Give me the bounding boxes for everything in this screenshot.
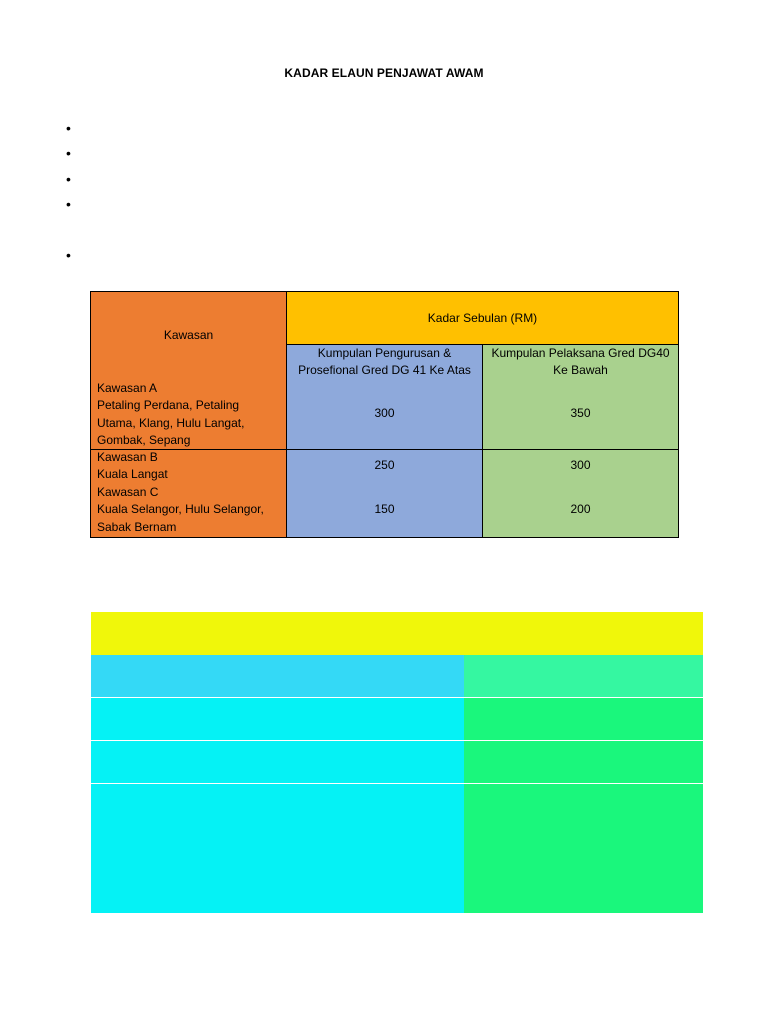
region-b-areas: Kuala Langat [97,467,168,481]
region-c-areas: Kuala Selangor, Hulu Selangor, Sabak Bernam [97,502,264,534]
grid-right-header [464,655,703,697]
bullet-1: • [66,120,71,136]
grid-left-row-3 [91,784,464,913]
grid-header-row [91,612,703,655]
mgmt-value-c: 150 [374,502,395,516]
rate-header-label: Kadar Sebulan (RM) [427,310,538,325]
support-value-c: 200 [570,502,591,516]
mgmt-bottom-cell [286,449,483,538]
mgmt-value-a: 300 [374,406,395,420]
grid-left-row-2 [91,741,464,783]
rate-header-cell [286,291,679,345]
bullet-3: • [66,171,71,187]
region-a-name: Kawasan A [97,381,158,395]
region-header-cell [90,291,287,450]
region-c-name: Kawasan C [97,485,159,499]
grid-right-row-2 [464,741,703,783]
page-title: KADAR ELAUN PENJAWAT AWAM [284,66,484,80]
bullet-4: • [66,196,71,212]
support-value-a: 350 [570,406,591,420]
bullet-5: • [66,247,71,263]
support-top-cell [482,344,679,450]
support-bottom-cell [482,449,679,538]
mgmt-group-header: Kumpulan Pengurusan & Prosefional Gred DG 41 Ke Atas [298,346,471,377]
rate-table [90,291,679,538]
grid-right-row-3 [464,784,703,913]
region-header-label: Kawasan [163,328,214,342]
region-bc-cell [90,449,287,538]
mgmt-top-cell [286,344,483,450]
colored-grid-table [91,612,703,913]
grid-left-row-1 [91,698,464,740]
support-group-header: Kumpulan Pelaksana Gred DG40 Ke Bawah [491,346,670,377]
grid-right-row-1 [464,698,703,740]
region-a-areas: Petaling Perdana, Petaling Utama, Klang, Hulu Langat, Gombak, Sepang [97,398,245,447]
grid-left-header [91,655,464,697]
mgmt-value-b: 250 [374,458,395,472]
region-b-name: Kawasan B [97,450,158,464]
support-value-b: 300 [570,458,591,472]
bullet-2: • [66,145,71,161]
